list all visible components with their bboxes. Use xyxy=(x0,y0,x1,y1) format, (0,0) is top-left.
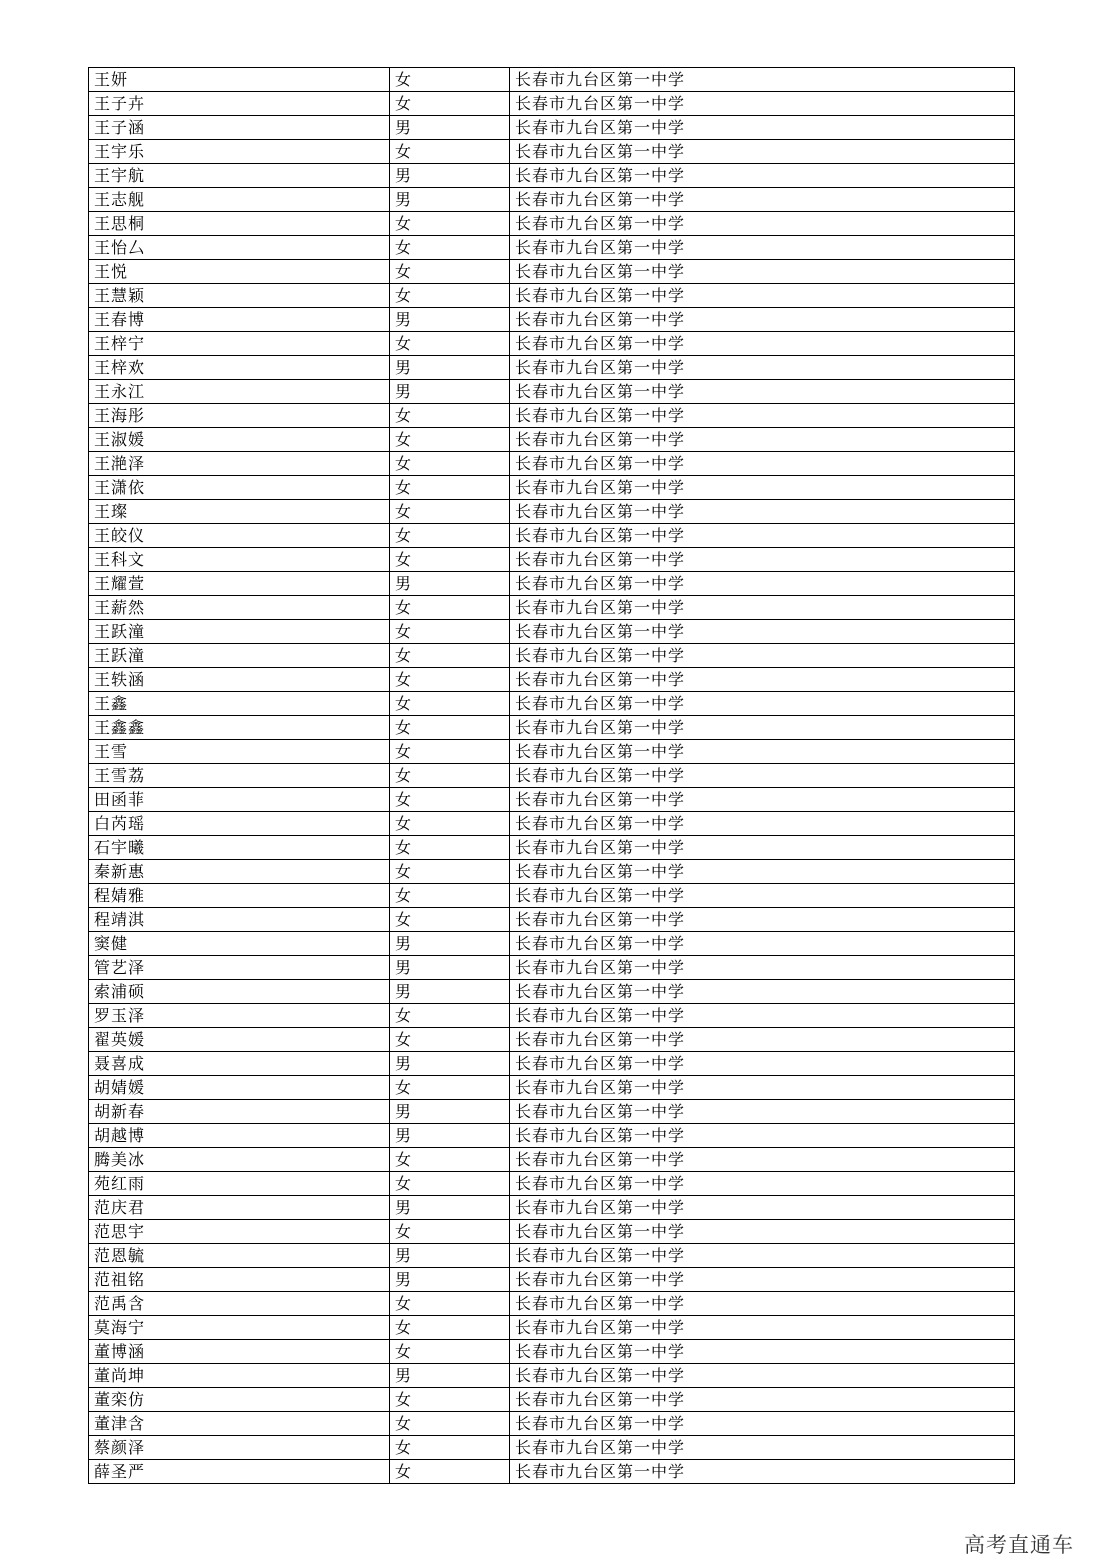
gender-cell: 女 xyxy=(390,716,510,740)
school-cell: 长春市九台区第一中学 xyxy=(510,164,1015,188)
table-row xyxy=(89,1244,1015,1268)
table-row xyxy=(89,884,1015,908)
table-row xyxy=(89,644,1015,668)
gender-cell: 女 xyxy=(390,1436,510,1460)
name-cell: 秦新惠 xyxy=(89,860,390,884)
gender-cell: 女 xyxy=(390,1316,510,1340)
gender-cell: 女 xyxy=(390,1340,510,1364)
gender-cell: 女 xyxy=(390,1388,510,1412)
name-cell: 莫海宁 xyxy=(89,1316,390,1340)
table-row xyxy=(89,1412,1015,1436)
gender-cell: 女 xyxy=(390,428,510,452)
gender-cell: 女 xyxy=(390,644,510,668)
school-cell: 长春市九台区第一中学 xyxy=(510,668,1015,692)
name-cell: 程靖淇 xyxy=(89,908,390,932)
name-cell: 王海彤 xyxy=(89,404,390,428)
table-row xyxy=(89,1052,1015,1076)
school-cell: 长春市九台区第一中学 xyxy=(510,380,1015,404)
name-cell: 窦健 xyxy=(89,932,390,956)
gender-cell: 男 xyxy=(390,572,510,596)
table-row xyxy=(89,1196,1015,1220)
school-cell: 长春市九台区第一中学 xyxy=(510,1052,1015,1076)
school-cell: 长春市九台区第一中学 xyxy=(510,1292,1015,1316)
gender-cell: 男 xyxy=(390,188,510,212)
table-row xyxy=(89,1364,1015,1388)
name-cell: 王怡厶 xyxy=(89,236,390,260)
name-cell: 范庆君 xyxy=(89,1196,390,1220)
name-cell: 董尚坤 xyxy=(89,1364,390,1388)
table-row xyxy=(89,260,1015,284)
name-cell: 王宇航 xyxy=(89,164,390,188)
gender-cell: 男 xyxy=(390,1124,510,1148)
name-cell: 田函菲 xyxy=(89,788,390,812)
school-cell: 长春市九台区第一中学 xyxy=(510,1196,1015,1220)
name-cell: 胡新春 xyxy=(89,1100,390,1124)
name-cell: 王雪荔 xyxy=(89,764,390,788)
table-row xyxy=(89,116,1015,140)
school-cell: 长春市九台区第一中学 xyxy=(510,1436,1015,1460)
table-row xyxy=(89,1172,1015,1196)
gender-cell: 女 xyxy=(390,524,510,548)
name-cell: 王跃潼 xyxy=(89,620,390,644)
gender-cell: 女 xyxy=(390,548,510,572)
gender-cell: 女 xyxy=(390,1460,510,1484)
table-row xyxy=(89,1316,1015,1340)
name-cell: 王科文 xyxy=(89,548,390,572)
gender-cell: 女 xyxy=(390,1292,510,1316)
table-row xyxy=(89,1436,1015,1460)
name-cell: 王皎仪 xyxy=(89,524,390,548)
name-cell: 王雪 xyxy=(89,740,390,764)
gender-cell: 女 xyxy=(390,788,510,812)
table-row xyxy=(89,356,1015,380)
gender-cell: 女 xyxy=(390,1028,510,1052)
gender-cell: 女 xyxy=(390,620,510,644)
gender-cell: 女 xyxy=(390,500,510,524)
name-cell: 范思宇 xyxy=(89,1220,390,1244)
name-cell: 王璨 xyxy=(89,500,390,524)
name-cell: 王悦 xyxy=(89,260,390,284)
table-row xyxy=(89,620,1015,644)
name-cell: 石宇曦 xyxy=(89,836,390,860)
school-cell: 长春市九台区第一中学 xyxy=(510,404,1015,428)
gender-cell: 女 xyxy=(390,1004,510,1028)
school-cell: 长春市九台区第一中学 xyxy=(510,452,1015,476)
table-row xyxy=(89,308,1015,332)
table-row xyxy=(89,740,1015,764)
school-cell: 长春市九台区第一中学 xyxy=(510,1220,1015,1244)
table-row xyxy=(89,668,1015,692)
name-cell: 翟英媛 xyxy=(89,1028,390,1052)
student-roster-table xyxy=(88,67,1015,1484)
name-cell: 董博涵 xyxy=(89,1340,390,1364)
school-cell: 长春市九台区第一中学 xyxy=(510,212,1015,236)
school-cell: 长春市九台区第一中学 xyxy=(510,68,1015,92)
gender-cell: 女 xyxy=(390,284,510,308)
gender-cell: 女 xyxy=(390,260,510,284)
school-cell: 长春市九台区第一中学 xyxy=(510,932,1015,956)
gender-cell: 男 xyxy=(390,164,510,188)
table-row xyxy=(89,164,1015,188)
school-cell: 长春市九台区第一中学 xyxy=(510,692,1015,716)
name-cell: 薛圣严 xyxy=(89,1460,390,1484)
school-cell: 长春市九台区第一中学 xyxy=(510,140,1015,164)
name-cell: 王跃潼 xyxy=(89,644,390,668)
table-row xyxy=(89,932,1015,956)
gender-cell: 女 xyxy=(390,68,510,92)
gender-cell: 男 xyxy=(390,308,510,332)
school-cell: 长春市九台区第一中学 xyxy=(510,884,1015,908)
name-cell: 管艺泽 xyxy=(89,956,390,980)
table-row xyxy=(89,1388,1015,1412)
name-cell: 王思桐 xyxy=(89,212,390,236)
table-row xyxy=(89,1148,1015,1172)
school-cell: 长春市九台区第一中学 xyxy=(510,500,1015,524)
table-row xyxy=(89,908,1015,932)
gender-cell: 女 xyxy=(390,404,510,428)
table-row xyxy=(89,860,1015,884)
table-row xyxy=(89,500,1015,524)
name-cell: 腾美冰 xyxy=(89,1148,390,1172)
name-cell: 王子涵 xyxy=(89,116,390,140)
table-row xyxy=(89,1460,1015,1484)
school-cell: 长春市九台区第一中学 xyxy=(510,1268,1015,1292)
gender-cell: 男 xyxy=(390,1196,510,1220)
table-row xyxy=(89,332,1015,356)
school-cell: 长春市九台区第一中学 xyxy=(510,1340,1015,1364)
gender-cell: 女 xyxy=(390,908,510,932)
table-row xyxy=(89,956,1015,980)
name-cell: 苑红雨 xyxy=(89,1172,390,1196)
school-cell: 长春市九台区第一中学 xyxy=(510,356,1015,380)
table-row xyxy=(89,380,1015,404)
gender-cell: 男 xyxy=(390,932,510,956)
name-cell: 董津含 xyxy=(89,1412,390,1436)
table-row xyxy=(89,1292,1015,1316)
table-row xyxy=(89,572,1015,596)
school-cell: 长春市九台区第一中学 xyxy=(510,1364,1015,1388)
school-cell: 长春市九台区第一中学 xyxy=(510,788,1015,812)
table-row xyxy=(89,1100,1015,1124)
school-cell: 长春市九台区第一中学 xyxy=(510,908,1015,932)
name-cell: 王妍 xyxy=(89,68,390,92)
school-cell: 长春市九台区第一中学 xyxy=(510,308,1015,332)
table-row xyxy=(89,428,1015,452)
school-cell: 长春市九台区第一中学 xyxy=(510,644,1015,668)
school-cell: 长春市九台区第一中学 xyxy=(510,1244,1015,1268)
school-cell: 长春市九台区第一中学 xyxy=(510,764,1015,788)
school-cell: 长春市九台区第一中学 xyxy=(510,1100,1015,1124)
gender-cell: 男 xyxy=(390,1364,510,1388)
table-row xyxy=(89,1076,1015,1100)
school-cell: 长春市九台区第一中学 xyxy=(510,116,1015,140)
school-cell: 长春市九台区第一中学 xyxy=(510,92,1015,116)
school-cell: 长春市九台区第一中学 xyxy=(510,1388,1015,1412)
gender-cell: 女 xyxy=(390,92,510,116)
name-cell: 王耀萱 xyxy=(89,572,390,596)
gender-cell: 男 xyxy=(390,956,510,980)
table-row xyxy=(89,404,1015,428)
gender-cell: 女 xyxy=(390,764,510,788)
name-cell: 胡婧媛 xyxy=(89,1076,390,1100)
table-row xyxy=(89,68,1015,92)
gender-cell: 女 xyxy=(390,212,510,236)
table-row xyxy=(89,212,1015,236)
gender-cell: 女 xyxy=(390,812,510,836)
table-row xyxy=(89,1340,1015,1364)
name-cell: 王鑫 xyxy=(89,692,390,716)
gender-cell: 男 xyxy=(390,1244,510,1268)
gender-cell: 女 xyxy=(390,884,510,908)
gender-cell: 男 xyxy=(390,356,510,380)
gender-cell: 男 xyxy=(390,380,510,404)
school-cell: 长春市九台区第一中学 xyxy=(510,260,1015,284)
table-row xyxy=(89,284,1015,308)
gender-cell: 女 xyxy=(390,452,510,476)
table-row xyxy=(89,812,1015,836)
name-cell: 蔡颜泽 xyxy=(89,1436,390,1460)
gender-cell: 女 xyxy=(390,332,510,356)
name-cell: 王慧颖 xyxy=(89,284,390,308)
name-cell: 王春博 xyxy=(89,308,390,332)
school-cell: 长春市九台区第一中学 xyxy=(510,956,1015,980)
table-row xyxy=(89,524,1015,548)
name-cell: 白芮瑶 xyxy=(89,812,390,836)
school-cell: 长春市九台区第一中学 xyxy=(510,476,1015,500)
gender-cell: 女 xyxy=(390,476,510,500)
name-cell: 王梓欢 xyxy=(89,356,390,380)
gender-cell: 男 xyxy=(390,1052,510,1076)
school-cell: 长春市九台区第一中学 xyxy=(510,1124,1015,1148)
gender-cell: 女 xyxy=(390,1076,510,1100)
name-cell: 王宇乐 xyxy=(89,140,390,164)
school-cell: 长春市九台区第一中学 xyxy=(510,1316,1015,1340)
school-cell: 长春市九台区第一中学 xyxy=(510,620,1015,644)
table-row xyxy=(89,1004,1015,1028)
table-row xyxy=(89,764,1015,788)
table-row xyxy=(89,452,1015,476)
watermark-text: 高考直通车 xyxy=(964,1533,1074,1557)
name-cell: 索浦硕 xyxy=(89,980,390,1004)
gender-cell: 女 xyxy=(390,1172,510,1196)
school-cell: 长春市九台区第一中学 xyxy=(510,188,1015,212)
table-row xyxy=(89,188,1015,212)
school-cell: 长春市九台区第一中学 xyxy=(510,1076,1015,1100)
gender-cell: 女 xyxy=(390,596,510,620)
gender-cell: 女 xyxy=(390,1148,510,1172)
school-cell: 长春市九台区第一中学 xyxy=(510,284,1015,308)
school-cell: 长春市九台区第一中学 xyxy=(510,1148,1015,1172)
table-row xyxy=(89,980,1015,1004)
table-row xyxy=(89,236,1015,260)
name-cell: 王淑媛 xyxy=(89,428,390,452)
name-cell: 胡越博 xyxy=(89,1124,390,1148)
name-cell: 罗玉泽 xyxy=(89,1004,390,1028)
name-cell: 王梓宁 xyxy=(89,332,390,356)
table-row xyxy=(89,92,1015,116)
school-cell: 长春市九台区第一中学 xyxy=(510,332,1015,356)
roster-body xyxy=(89,68,1015,1484)
gender-cell: 男 xyxy=(390,980,510,1004)
name-cell: 董栾仿 xyxy=(89,1388,390,1412)
gender-cell: 女 xyxy=(390,860,510,884)
gender-cell: 男 xyxy=(390,116,510,140)
name-cell: 王薪然 xyxy=(89,596,390,620)
school-cell: 长春市九台区第一中学 xyxy=(510,980,1015,1004)
table-row xyxy=(89,596,1015,620)
table-row xyxy=(89,836,1015,860)
name-cell: 王永江 xyxy=(89,380,390,404)
school-cell: 长春市九台区第一中学 xyxy=(510,1412,1015,1436)
school-cell: 长春市九台区第一中学 xyxy=(510,740,1015,764)
name-cell: 程婧雅 xyxy=(89,884,390,908)
name-cell: 王轶涵 xyxy=(89,668,390,692)
name-cell: 王鑫鑫 xyxy=(89,716,390,740)
table-row xyxy=(89,476,1015,500)
name-cell: 王滟泽 xyxy=(89,452,390,476)
gender-cell: 女 xyxy=(390,692,510,716)
gender-cell: 女 xyxy=(390,740,510,764)
gender-cell: 女 xyxy=(390,836,510,860)
school-cell: 长春市九台区第一中学 xyxy=(510,860,1015,884)
gender-cell: 男 xyxy=(390,1268,510,1292)
table-row xyxy=(89,1124,1015,1148)
table-row xyxy=(89,548,1015,572)
table-row xyxy=(89,1220,1015,1244)
school-cell: 长春市九台区第一中学 xyxy=(510,524,1015,548)
name-cell: 范祖铭 xyxy=(89,1268,390,1292)
school-cell: 长春市九台区第一中学 xyxy=(510,572,1015,596)
school-cell: 长春市九台区第一中学 xyxy=(510,1460,1015,1484)
school-cell: 长春市九台区第一中学 xyxy=(510,428,1015,452)
school-cell: 长春市九台区第一中学 xyxy=(510,548,1015,572)
table-row xyxy=(89,716,1015,740)
gender-cell: 女 xyxy=(390,1412,510,1436)
name-cell: 范恩毓 xyxy=(89,1244,390,1268)
name-cell: 范禹含 xyxy=(89,1292,390,1316)
school-cell: 长春市九台区第一中学 xyxy=(510,236,1015,260)
name-cell: 王子卉 xyxy=(89,92,390,116)
school-cell: 长春市九台区第一中学 xyxy=(510,836,1015,860)
gender-cell: 女 xyxy=(390,668,510,692)
school-cell: 长春市九台区第一中学 xyxy=(510,716,1015,740)
school-cell: 长春市九台区第一中学 xyxy=(510,1004,1015,1028)
gender-cell: 女 xyxy=(390,1220,510,1244)
gender-cell: 女 xyxy=(390,140,510,164)
name-cell: 王志舰 xyxy=(89,188,390,212)
school-cell: 长春市九台区第一中学 xyxy=(510,596,1015,620)
gender-cell: 女 xyxy=(390,236,510,260)
table-row xyxy=(89,1268,1015,1292)
school-cell: 长春市九台区第一中学 xyxy=(510,812,1015,836)
name-cell: 王潇依 xyxy=(89,476,390,500)
table-row xyxy=(89,692,1015,716)
gender-cell: 男 xyxy=(390,1100,510,1124)
table-row xyxy=(89,1028,1015,1052)
table-row xyxy=(89,140,1015,164)
table-row xyxy=(89,788,1015,812)
name-cell: 聂喜成 xyxy=(89,1052,390,1076)
school-cell: 长春市九台区第一中学 xyxy=(510,1172,1015,1196)
school-cell: 长春市九台区第一中学 xyxy=(510,1028,1015,1052)
